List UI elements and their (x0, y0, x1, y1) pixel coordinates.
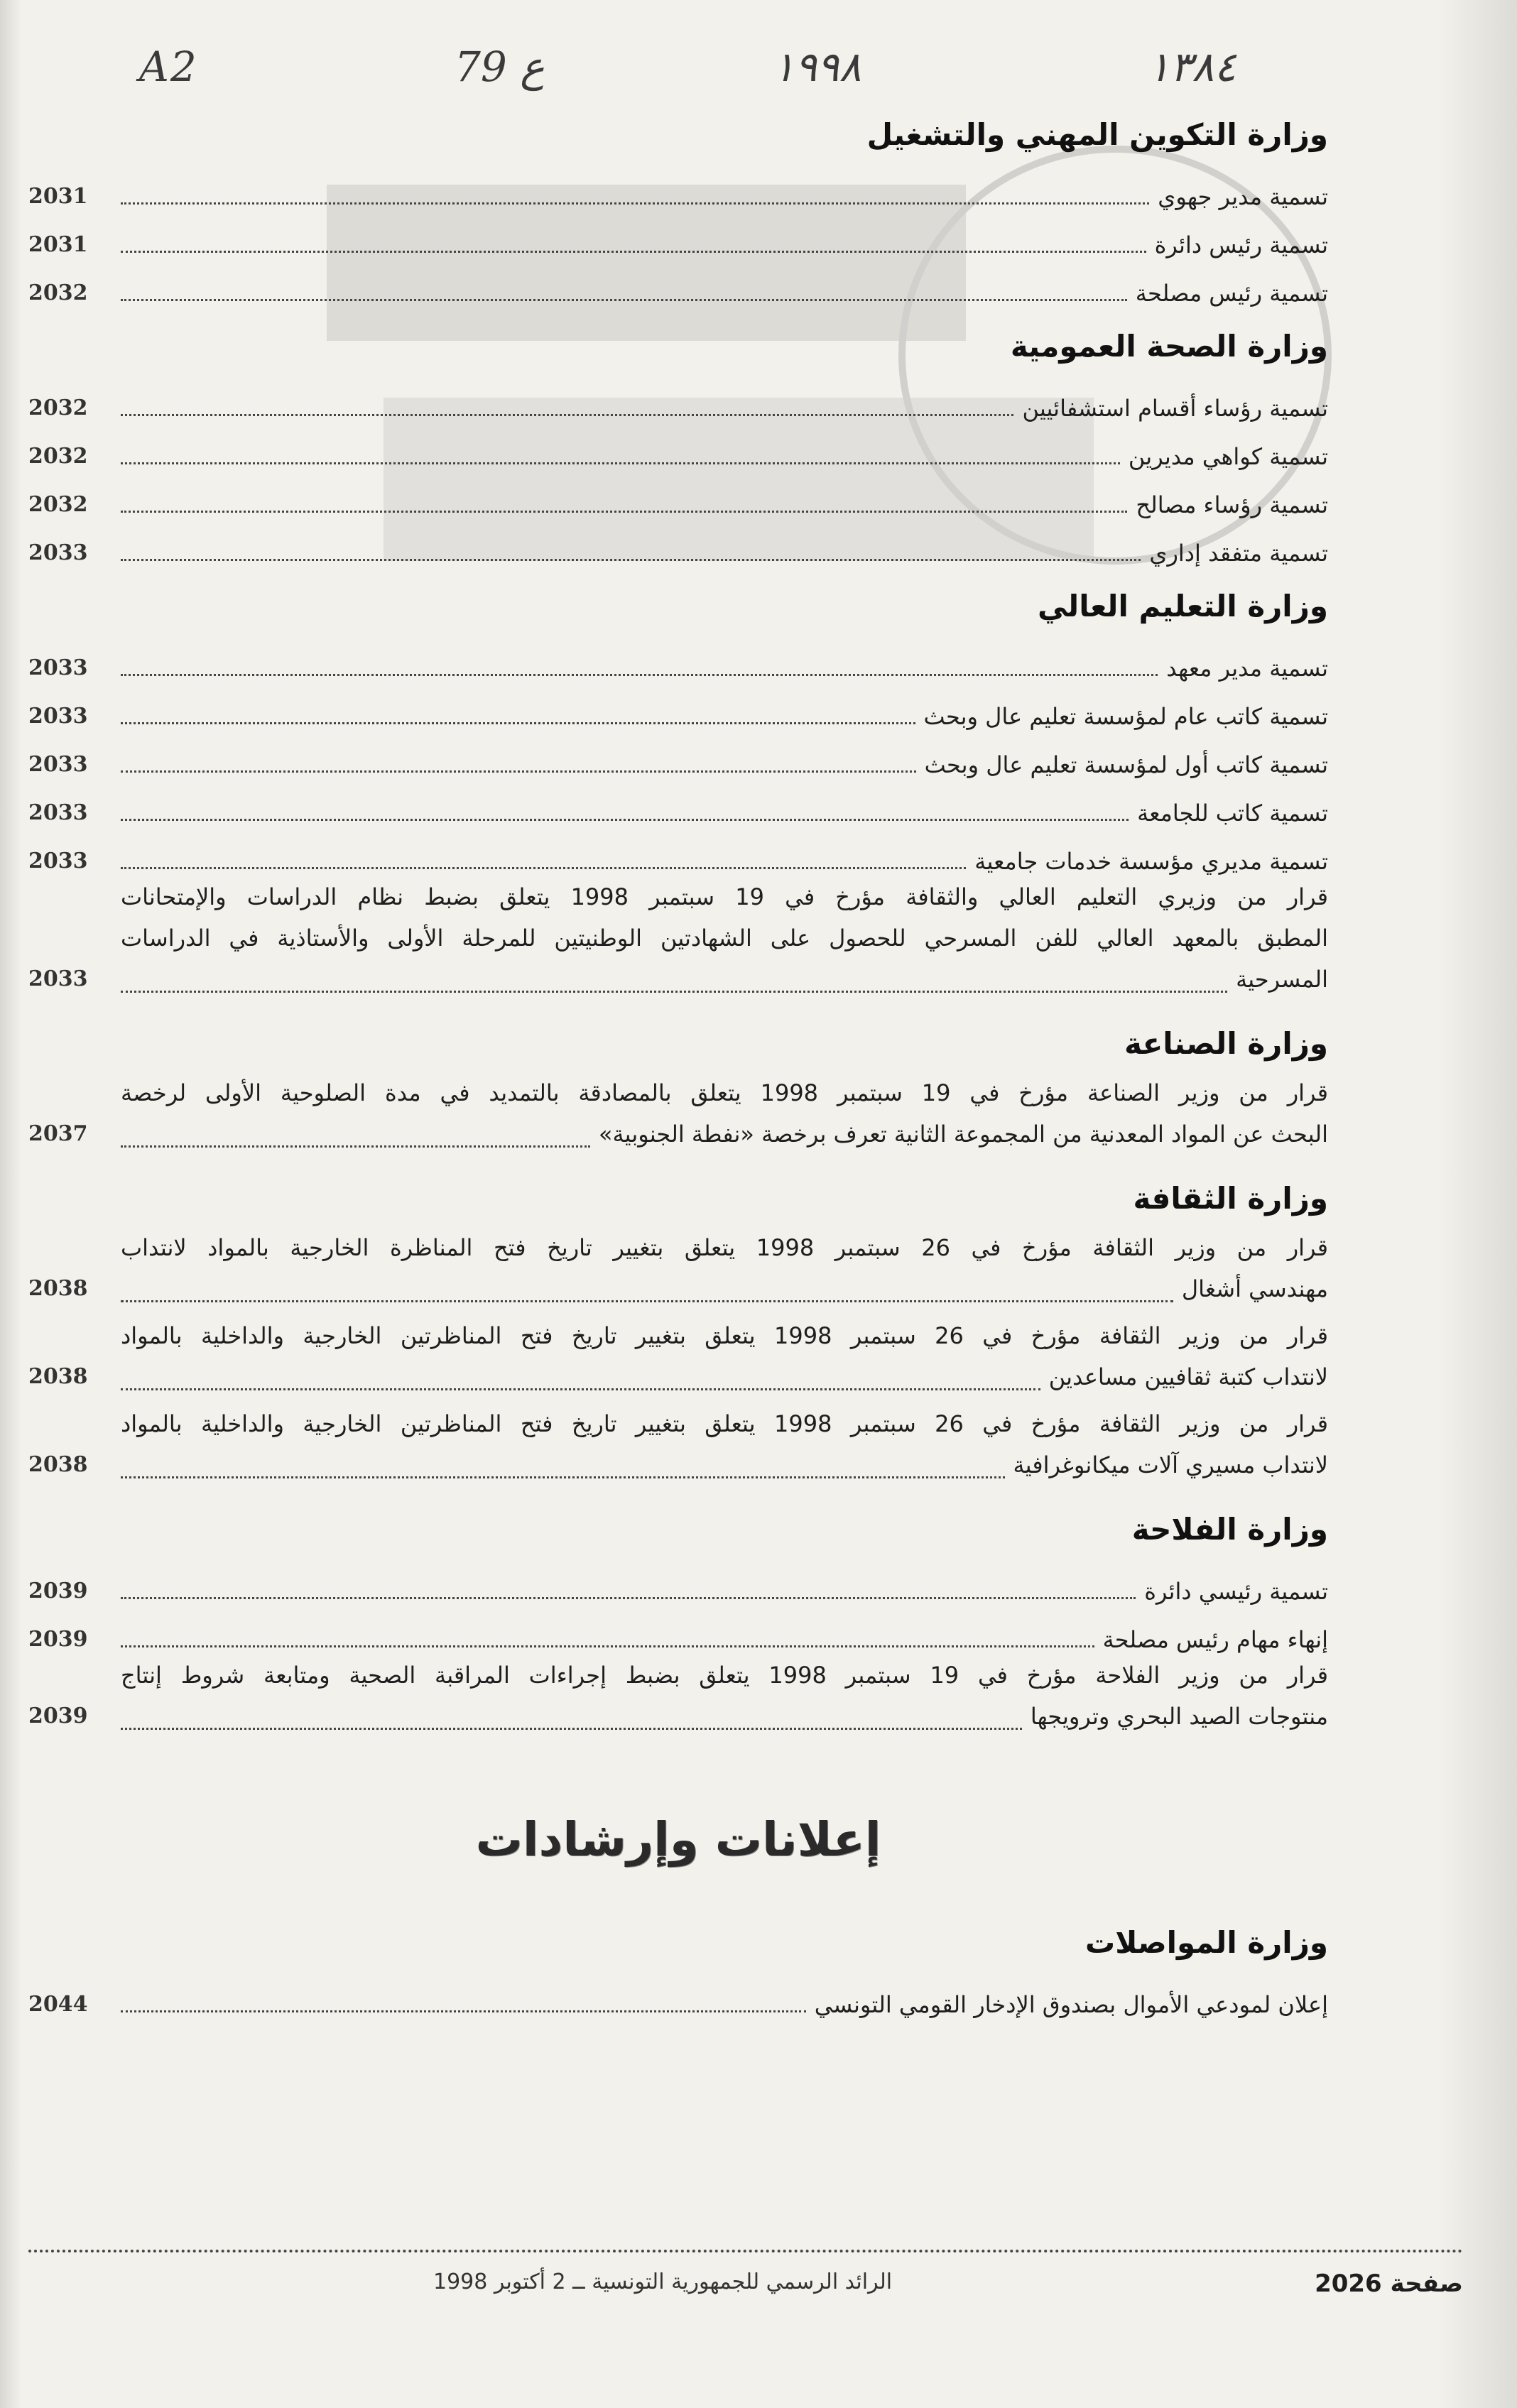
entry-page: 2031 (28, 232, 88, 257)
entry-page: 2033 (28, 704, 88, 729)
entry-label: تسمية رئيسي دائرة (1144, 1578, 1328, 1605)
entry-page: 2032 (28, 492, 88, 517)
entry-page: 2033 (28, 800, 88, 825)
dot-leader (121, 1476, 1005, 1478)
dot-leader (121, 1388, 1040, 1390)
entry-label: إعلان لمودعي الأموال بصندوق الإدخار القومي التونسي (814, 1991, 1328, 2018)
ministry-heading: وزارة المواصلات (1084, 1925, 1328, 1960)
decree-line: البحث عن المواد المعدنية من المجموعة الثانية تعرف برخصة «نفطة الجنوبية» (598, 1121, 1328, 1148)
toc-entry[interactable] (28, 780, 1328, 828)
decree-line: منتوجات الصيد البحري وترويجها (1030, 1703, 1328, 1730)
decree-entry[interactable] (28, 1655, 1328, 1737)
entry-label: تسمية مدير جهوي (1158, 183, 1328, 210)
entry-label: إنهاء مهام رئيس مصلحة (1102, 1626, 1328, 1653)
page-edge-right (1439, 0, 1517, 2408)
toc-entry[interactable] (28, 520, 1328, 568)
entry-page: 2039 (28, 1704, 88, 1728)
entry-label: تسمية كواهي مديرين (1128, 443, 1328, 470)
toc-entry[interactable] (28, 375, 1328, 423)
dot-leader (121, 674, 1158, 676)
entry-label: تسمية مدير معهد (1166, 655, 1328, 682)
entry-label: تسمية رؤساء أقسام استشفائيين (1022, 395, 1328, 422)
handwritten-note: ١٩٩٨ (773, 43, 861, 91)
entry-page: 2038 (28, 1276, 88, 1301)
page-number: صفحة 2026 (1315, 2270, 1463, 2298)
ministry-heading: وزارة التكوين المهني والتشغيل (866, 117, 1328, 152)
entry-page: 2037 (28, 1121, 88, 1146)
entry-page: 2033 (28, 655, 88, 680)
ministry-heading: وزارة التعليم العالي (1037, 589, 1328, 623)
dot-leader (121, 867, 966, 869)
dot-leader (121, 991, 1227, 993)
entry-page: 2039 (28, 1579, 88, 1603)
dot-leader (121, 2010, 806, 2012)
dot-leader (121, 770, 916, 773)
decree-line: قرار من وزير الثقافة مؤرخ في 26 سبتمبر 1998 يتعلق بتغيير تاريخ فتح المناظرتين الخارجية والداخلية بالمواد (121, 1410, 1329, 1437)
entry-label: تسمية رؤساء مصالح (1136, 491, 1328, 518)
decree-entry[interactable] (28, 1227, 1328, 1309)
handwritten-note: 79 ع (455, 43, 545, 91)
toc-entry[interactable] (28, 635, 1328, 683)
decree-line: قرار من وزير الصناعة مؤرخ في 19 سبتمبر 1998 يتعلق بالمصادقة بالتمديد في مدة الصلوحية الأولى لرخصة (121, 1079, 1328, 1106)
entry-page: 2033 (28, 966, 88, 991)
entry-page: 2044 (28, 1992, 88, 2017)
entry-page: 2032 (28, 444, 88, 469)
dot-leader (121, 1597, 1136, 1599)
dot-leader (121, 414, 1013, 416)
decree-line: قرار من وزير الفلاحة مؤرخ في 19 سبتمبر 1998 يتعلق بضبط إجراءات المراقبة الصحية ومتابعة شروط إنتاج (121, 1662, 1328, 1689)
toc-entry[interactable] (28, 1606, 1328, 1655)
entry-label: تسمية متفقد إداري (1149, 540, 1328, 567)
dot-leader (121, 511, 1127, 513)
entry-label: تسمية مديري مؤسسة خدمات جامعية (974, 848, 1328, 875)
entry-page: 2032 (28, 396, 88, 420)
toc-entry[interactable] (28, 472, 1328, 520)
decree-line: مهندسي أشغال (1181, 1275, 1328, 1302)
page-edge-left (0, 0, 21, 2408)
entry-page: 2038 (28, 1452, 88, 1477)
dot-leader (121, 462, 1120, 464)
entry-label: تسمية كاتب أول لمؤسسة تعليم عال وبحث (924, 751, 1328, 778)
toc-entry[interactable] (28, 683, 1328, 731)
dot-leader (121, 1300, 1173, 1302)
handwritten-note: A2 (139, 43, 198, 91)
dot-leader (121, 299, 1127, 301)
dot-leader (121, 722, 915, 724)
entry-page: 2033 (28, 752, 88, 777)
handwritten-note: ١٣٨٤ (1148, 43, 1236, 91)
journal-title: الرائد الرسمي للجمهورية التونسية ــ 2 أكتوبر 1998 (433, 2270, 893, 2294)
dot-leader (121, 1645, 1094, 1647)
dot-leader (121, 559, 1141, 561)
decree-line: المسرحية (1236, 966, 1328, 993)
entry-page: 2033 (28, 849, 88, 873)
decree-line: لانتداب كتبة ثقافيين مساعدين (1048, 1363, 1328, 1390)
entry-page: 2038 (28, 1364, 88, 1389)
toc-entry[interactable] (28, 1971, 1328, 2020)
decree-line: قرار من وزيري التعليم العالي والثقافة مؤرخ في 19 سبتمبر 1998 يتعلق بضبط نظام الدراسات والإمتحانات (121, 883, 1329, 910)
decree-entry[interactable] (28, 1072, 1328, 1155)
toc-entry[interactable] (28, 731, 1328, 780)
decree-line: قرار من وزير الثقافة مؤرخ في 26 سبتمبر 1998 يتعلق بتغيير تاريخ فتح المناظرتين الخارجية والداخلية بالمواد (121, 1322, 1329, 1349)
decree-line: لانتداب مسيري آلات ميكانوغرافية (1013, 1451, 1328, 1478)
entry-label: تسمية كاتب عام لمؤسسة تعليم عال وبحث (923, 703, 1328, 730)
toc-entry[interactable] (28, 1558, 1328, 1606)
entry-page: 2039 (28, 1627, 88, 1652)
decree-entry[interactable] (28, 1315, 1328, 1398)
ministry-heading: وزارة الصحة العمومية (1010, 329, 1328, 364)
decree-entry[interactable] (28, 876, 1328, 1000)
decree-line: قرار من وزير الثقافة مؤرخ في 26 سبتمبر 1998 يتعلق بتغيير تاريخ فتح المناظرة الخارجية بالمواد لانتداب (121, 1234, 1329, 1261)
toc-entry[interactable] (28, 163, 1328, 212)
toc-entry[interactable] (28, 828, 1328, 876)
dot-leader (121, 251, 1146, 253)
toc-entry[interactable] (28, 423, 1328, 472)
dot-leader (121, 1145, 590, 1148)
ministry-heading: وزارة الثقافة (1133, 1181, 1328, 1216)
dot-leader (121, 202, 1149, 205)
footer-divider (28, 2250, 1463, 2252)
dot-leader (121, 1728, 1022, 1730)
entry-label: تسمية كاتب للجامعة (1137, 800, 1328, 827)
entry-page: 2032 (28, 280, 88, 305)
entry-page: 2031 (28, 184, 88, 209)
announcements-title: إعلانات وإرشادات (475, 1812, 881, 1867)
dot-leader (121, 819, 1129, 821)
toc-entry[interactable] (28, 212, 1328, 260)
decree-entry[interactable] (28, 1403, 1328, 1486)
entry-label: تسمية رئيس مصلحة (1135, 280, 1328, 307)
page-footer (28, 2270, 1463, 2312)
table-of-contents (28, 107, 1328, 2020)
toc-entry[interactable] (28, 260, 1328, 308)
decree-line: المطبق بالمعهد العالي للفن المسرحي للحصول على الشهادتين الوطنيتين للمرحلة الأولى والأستاذية في الدراسات (121, 925, 1328, 952)
entry-page: 2033 (28, 540, 88, 565)
ministry-heading: وزارة الفلاحة (1131, 1512, 1328, 1547)
entry-label: تسمية رئيس دائرة (1154, 231, 1328, 258)
ministry-heading: وزارة الصناعة (1124, 1026, 1328, 1061)
